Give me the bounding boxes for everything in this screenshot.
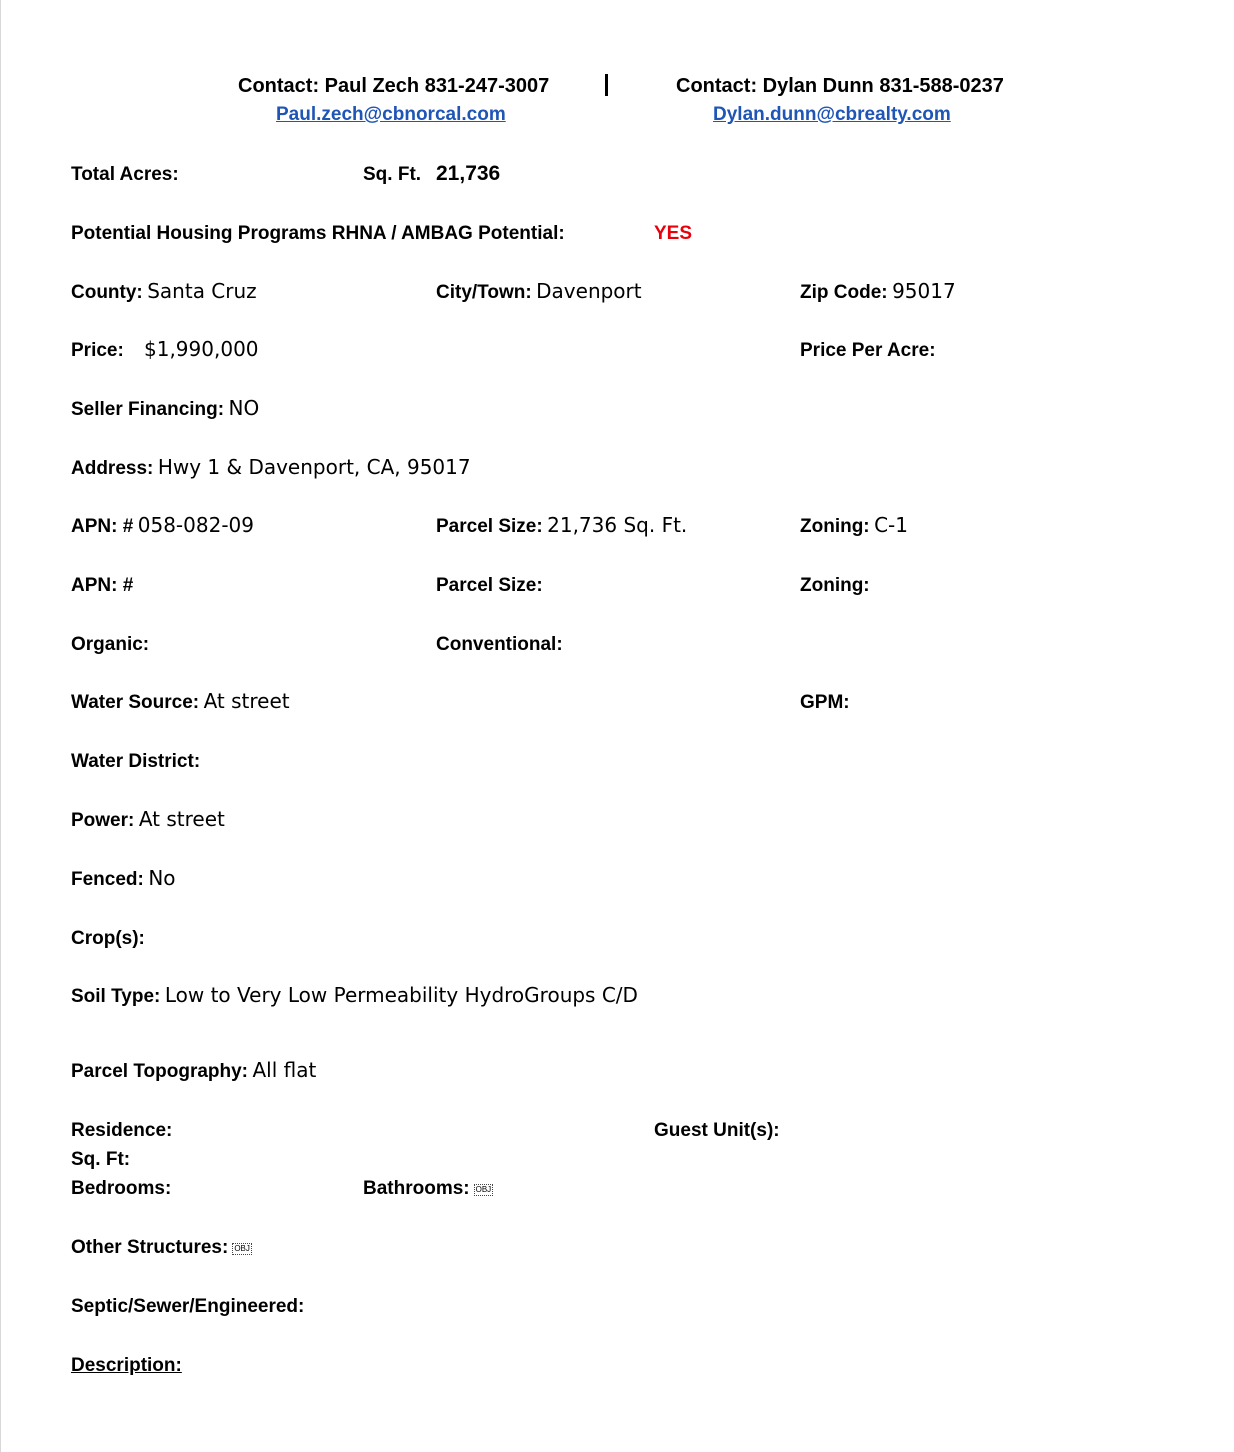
parcel-size1-label: Parcel Size: xyxy=(436,516,543,537)
contact-left-name: Contact: Paul Zech 831-247-3007 xyxy=(238,75,550,97)
county-value: Santa Cruz xyxy=(147,279,257,303)
power-value: At street xyxy=(138,807,225,831)
topography-label: Parcel Topography: xyxy=(71,1061,249,1082)
bedrooms-label: Bedrooms: xyxy=(71,1178,172,1199)
description-heading: Description: xyxy=(71,1355,182,1376)
water-source-label: Water Source: xyxy=(71,692,200,713)
contact-left-email-link[interactable]: Paul.zech@cbnorcal.com xyxy=(276,104,506,125)
apn2-label: APN: # xyxy=(71,575,134,596)
gpm-label: GPM: xyxy=(800,692,850,713)
other-structures-label: Other Structures: xyxy=(71,1237,229,1258)
seller-financing-value: NO xyxy=(228,396,260,420)
septic-label: Septic/Sewer/Engineered: xyxy=(71,1296,305,1317)
soil-type-value: Low to Very Low Permeability HydroGroups C/D xyxy=(164,983,638,1007)
zip-label: Zip Code: xyxy=(800,282,888,303)
parcel-size1-value: 21,736 Sq. Ft. xyxy=(547,513,688,537)
power-label: Power: xyxy=(71,810,135,831)
organic-label: Organic: xyxy=(71,634,150,655)
price-value: $1,990,000 xyxy=(144,337,259,361)
address-value: Hwy 1 & Davenport, CA, 95017 xyxy=(157,455,471,479)
zoning1-label: Zoning: xyxy=(800,516,870,537)
address-label: Address: xyxy=(71,458,154,479)
soil-type-label: Soil Type: xyxy=(71,986,161,1007)
zoning1-value: C-1 xyxy=(874,513,908,537)
apn1-field xyxy=(71,515,254,536)
bathrooms-field xyxy=(363,1179,493,1198)
water-district-label: Water District: xyxy=(71,751,201,772)
object-placeholder-icon: OBJ xyxy=(475,1184,492,1194)
zip-value: 95017 xyxy=(892,279,956,303)
address-field xyxy=(71,457,471,478)
price-per-acre-label: Price Per Acre: xyxy=(800,340,936,361)
contact-right-name: Contact: Dylan Dunn 831-588-0237 xyxy=(676,75,1004,97)
contact-separator xyxy=(605,74,608,96)
fenced-field xyxy=(71,868,176,889)
seller-financing-label: Seller Financing: xyxy=(71,399,225,420)
city-label: City/Town: xyxy=(436,282,532,303)
city-value: Davenport xyxy=(536,279,642,303)
residence-sqft-label: Sq. Ft: xyxy=(71,1149,131,1170)
apn1-label: APN: # xyxy=(71,516,134,537)
parcel-size1-field xyxy=(436,515,687,536)
contact-right-email-link[interactable]: Dylan.dunn@cbrealty.com xyxy=(713,104,951,125)
parcel-size2-label: Parcel Size: xyxy=(436,575,543,596)
crops-label: Crop(s): xyxy=(71,928,145,949)
price-label: Price: xyxy=(71,340,124,361)
housing-value: YES xyxy=(654,223,693,244)
guest-units-label: Guest Unit(s): xyxy=(654,1120,780,1141)
page-edge xyxy=(0,0,1,1452)
conventional-label: Conventional: xyxy=(436,634,563,655)
other-structures-field xyxy=(71,1238,252,1257)
fenced-value: No xyxy=(148,866,176,890)
total-acres-label: Total Acres: xyxy=(71,164,179,185)
bathrooms-label: Bathrooms: xyxy=(363,1178,470,1199)
sq-ft-label: Sq. Ft. xyxy=(363,164,422,185)
fenced-label: Fenced: xyxy=(71,869,144,890)
zip-field xyxy=(800,281,956,302)
residence-label: Residence: xyxy=(71,1120,173,1141)
power-field xyxy=(71,809,225,830)
housing-label: Potential Housing Programs RHNA / AMBAG Potential: xyxy=(71,223,565,244)
topography-field xyxy=(71,1060,316,1081)
city-field xyxy=(436,281,642,302)
county-label: County: xyxy=(71,282,143,303)
county-field xyxy=(71,281,257,302)
water-source-field xyxy=(71,691,290,712)
object-placeholder-icon: OBJ xyxy=(234,1243,250,1253)
sq-ft-value: 21,736 xyxy=(436,162,501,185)
water-source-value: At street xyxy=(203,689,290,713)
soil-type-field xyxy=(71,985,638,1006)
seller-financing-field xyxy=(71,398,259,419)
apn1-value: 058-082-09 xyxy=(137,513,254,537)
zoning2-label: Zoning: xyxy=(800,575,870,596)
topography-value: All flat xyxy=(252,1058,317,1082)
zoning1-field xyxy=(800,515,908,536)
